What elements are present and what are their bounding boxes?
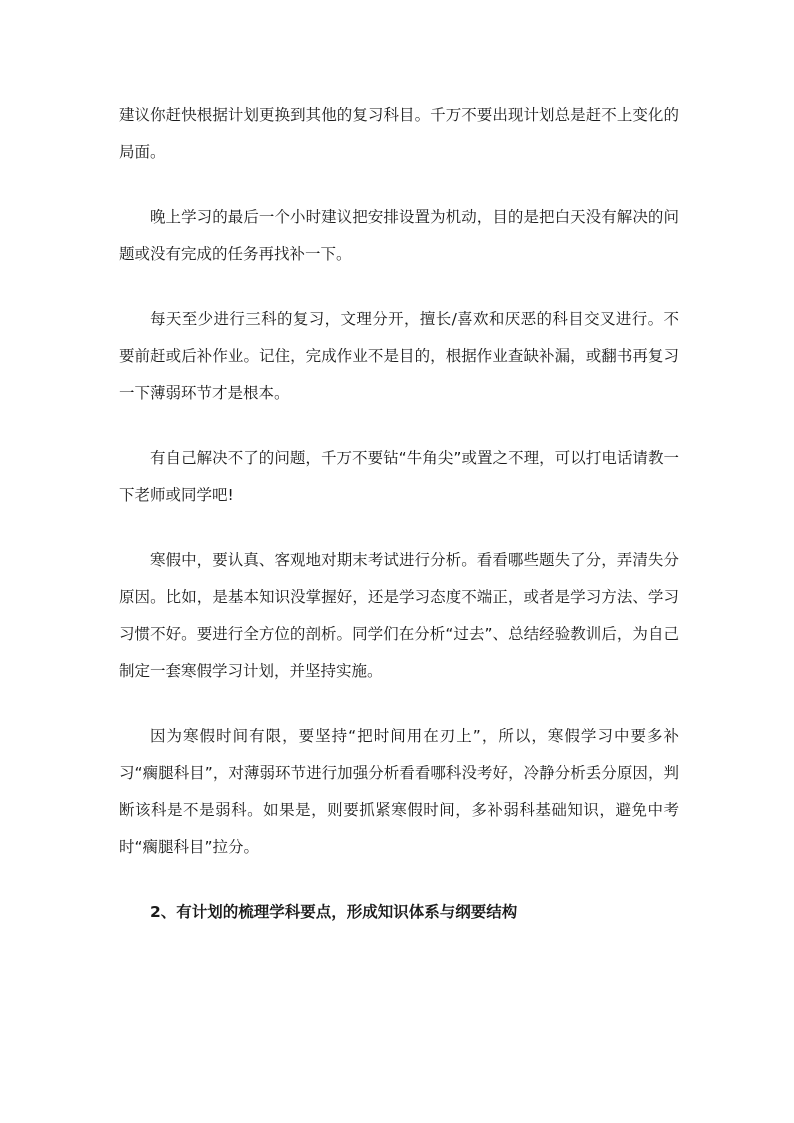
paragraph-evening-study: 晚上学习的最后一个小时建议把安排设置为机动，目的是把白天没有解决的问题或没有完成的任务再找补一下。 bbox=[119, 208, 679, 263]
paragraph-continuation: 建议你赶快根据计划更换到其他的复习科目。千万不要出现计划总是赶不上变化的局面。 bbox=[119, 106, 679, 161]
paragraph-weak-subjects: 因为寒假时间有限，要坚持“把时间用在刃上”，所以，寒假学习中要多补习“瘸腿科目”，对薄弱环节进行加强分析看看哪科没考好，冷静分析丢分原因，判断该科是不是弱科。如果是，则要抓紧寒假时间，多补弱科基础知识，避免中考时“瘸腿科目”拉分。 bbox=[119, 727, 679, 856]
paragraph-ask-for-help: 有自己解决不了的问题，千万不要钻“牛角尖”或置之不理，可以打电话请教一下老师或同学吧! bbox=[119, 449, 679, 504]
section-heading: 2、有计划的梳理学科要点，形成知识体系与纲要结构 bbox=[150, 903, 518, 921]
document-body bbox=[119, 97, 679, 931]
paragraph-daily-subjects: 每天至少进行三科的复习，文理分开，擅长/喜欢和厌恶的科目交叉进行。不要前赶或后补作业。记住，完成作业不是目的，根据作业查缺补漏，或翻书再复习一下薄弱环节才是根本。 bbox=[119, 310, 679, 402]
paragraph-exam-analysis: 寒假中，要认真、客观地对期末考试进行分析。看看哪些题失了分，弄清失分原因。比如，是基本知识没掌握好，还是学习态度不端正，或者是学习方法、学习习惯不好。要进行全方位的剖析。同学们在分析“过去”、总结经验教训后，为自己制定一套寒假学习计划，并坚持实施。 bbox=[119, 551, 679, 680]
